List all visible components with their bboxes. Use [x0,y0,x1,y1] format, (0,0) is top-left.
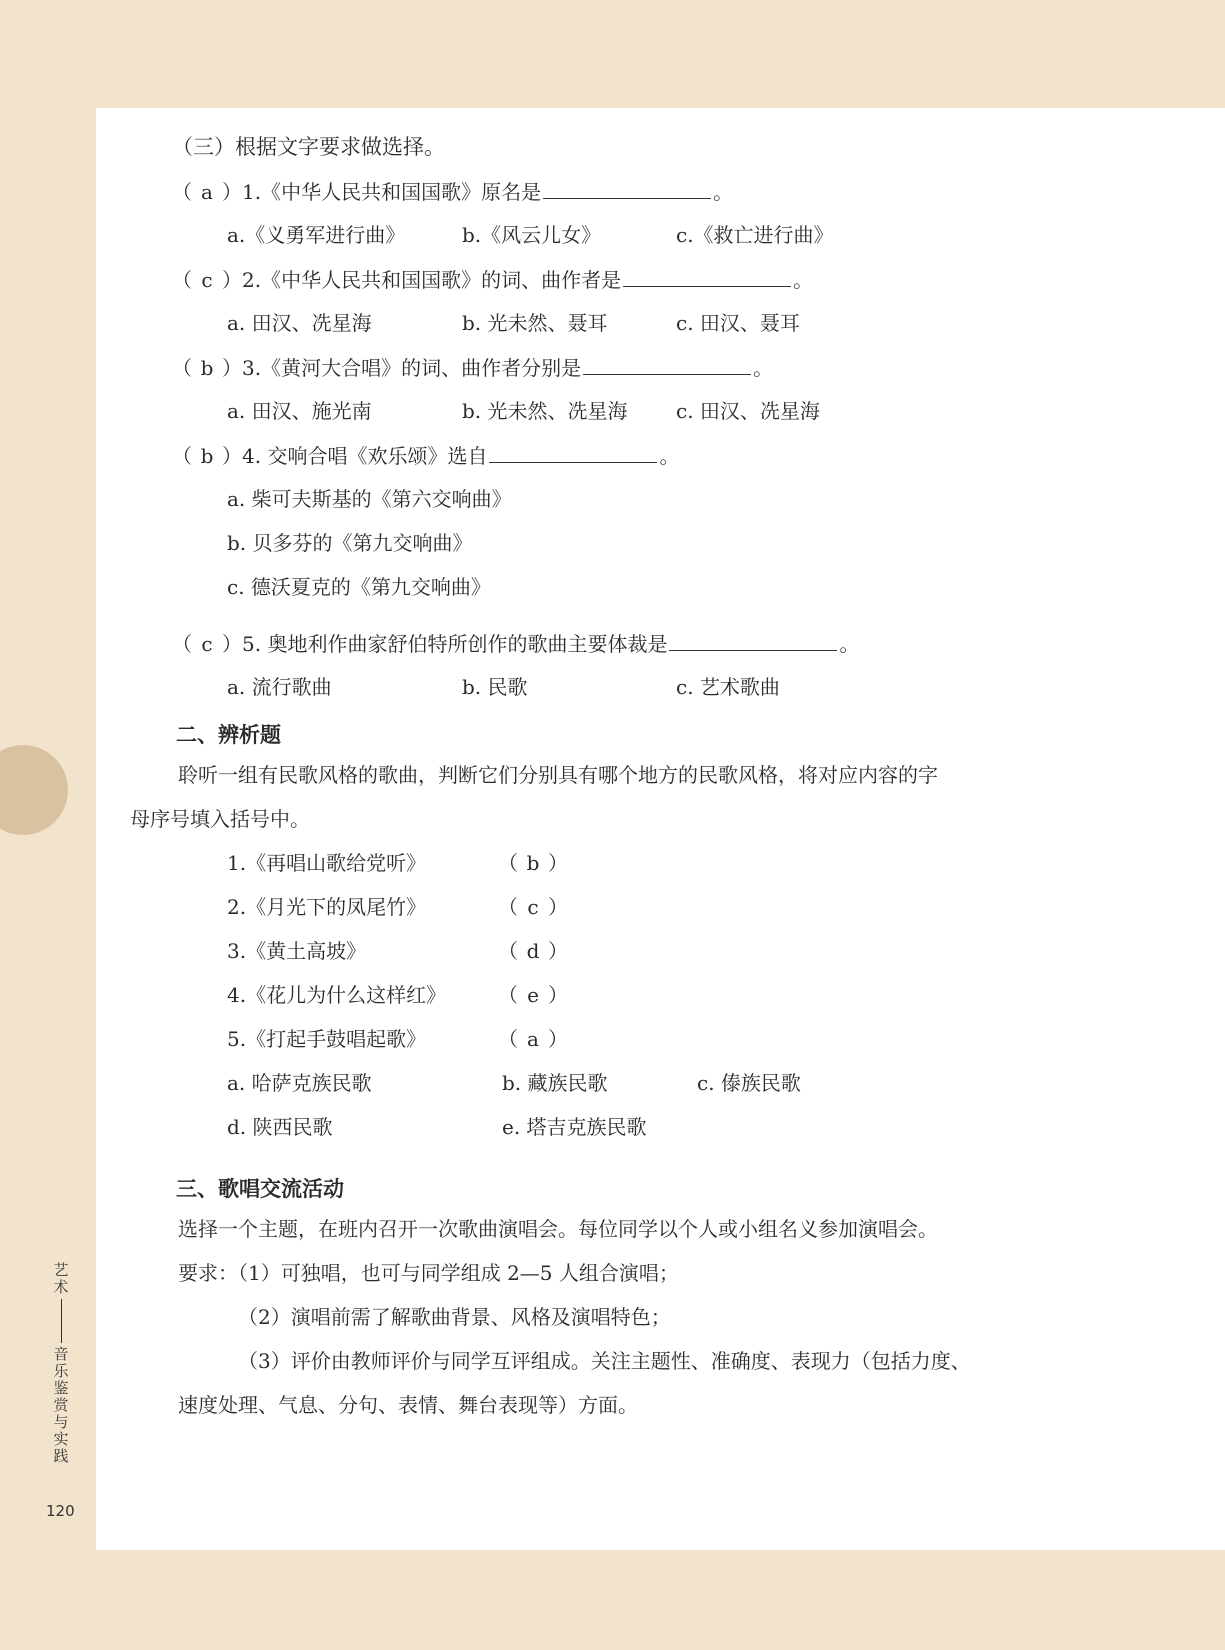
question-text: ）5. 奥地利作曲家舒伯特所创作的歌曲主要体裁是 [222,632,668,656]
question-5 [172,630,859,657]
section3-title: （三）根据文字要求做选择。 [172,135,445,159]
answer-blank[interactable] [669,630,837,651]
song-answer-1 [498,850,568,876]
question-2 [172,266,813,293]
book-title-part2: 音 乐 鉴 赏 与 实 践 [53,1345,69,1465]
open-paren: （ [498,1027,518,1051]
part3-line5: 速度处理、气息、分句、表情、舞台表现等）方面。 [178,1393,638,1417]
question-answer: a [201,180,213,204]
question-1 [172,178,733,205]
question-end: 。 [839,632,860,656]
song-answer-value: e [527,983,539,1007]
folk-choice-e: e. 塔吉克族民歌 [502,1115,647,1139]
question-5-option-b: b. 民歌 [462,675,528,699]
question-end: 。 [713,180,734,204]
question-5-option-a: a. 流行歌曲 [227,675,332,699]
song-answer-3 [498,938,568,964]
part3-line2: 要求：（1）可独唱，也可与同学组成 2—5 人组合演唱； [178,1261,679,1285]
open-paren: （ [172,180,192,204]
close-paren: ） [548,851,568,875]
song-answer-value: d [526,939,540,963]
question-3-option-c: c. 田汉、冼星海 [676,399,820,423]
question-3-option-a: a. 田汉、施光南 [227,399,372,423]
part2-intro-line1: 聆听一组有民歌风格的歌曲，判断它们分别具有哪个地方的民歌风格，将对应内容的字 [178,763,938,787]
question-2-option-b: b. 光未然、聂耳 [462,311,608,335]
song-title-5: 5.《打起手鼓唱起歌》 [227,1027,427,1051]
part3-title: 三、歌唱交流活动 [176,1177,344,1201]
question-2-option-c: c. 田汉、聂耳 [676,311,800,335]
question-3-option-b: b. 光未然、冼星海 [462,399,628,423]
question-4 [172,442,679,469]
question-end: 。 [793,268,814,292]
answer-blank[interactable] [583,354,751,375]
page-number: 120 [46,1502,75,1520]
question-4-option-a: a. 柴可夫斯基的《第六交响曲》 [227,487,512,511]
part3-line1: 选择一个主题，在班内召开一次歌曲演唱会。每位同学以个人或小组名义参加演唱会。 [178,1217,938,1241]
open-paren: （ [498,895,518,919]
question-3 [172,354,773,381]
song-answer-4 [498,982,568,1008]
question-1-option-c: c.《救亡进行曲》 [676,223,834,247]
question-end: 。 [753,356,774,380]
part3-line4: （3）评价由教师评价与同学互评组成。关注主题性、准确度、表现力（包括力度、 [238,1349,971,1373]
question-text: ）3.《黄河大合唱》的词、曲作者分别是 [222,356,582,380]
answer-blank[interactable] [489,442,657,463]
song-title-1: 1.《再唱山歌给党听》 [227,851,427,875]
answer-blank[interactable] [623,266,791,287]
part2-title: 二、辨析题 [176,723,281,747]
open-paren: （ [172,444,192,468]
question-answer: c [201,632,213,656]
song-answer-2 [498,894,568,920]
question-text: ）1.《中华人民共和国国歌》原名是 [222,180,542,204]
question-answer: b [200,444,214,468]
song-answer-value: c [527,895,539,919]
folk-choice-a: a. 哈萨克族民歌 [227,1071,372,1095]
book-title-vertical [50,1262,72,1465]
question-4-option-c: c. 德沃夏克的《第九交响曲》 [227,575,491,599]
close-paren: ） [548,1027,568,1051]
open-paren: （ [172,632,192,656]
open-paren: （ [172,268,192,292]
song-answer-value: b [526,851,540,875]
question-1-option-b: b.《风云儿女》 [462,223,602,247]
open-paren: （ [498,851,518,875]
song-title-2: 2.《月光下的凤尾竹》 [227,895,427,919]
folk-choice-c: c. 傣族民歌 [697,1071,801,1095]
question-2-option-a: a. 田汉、冼星海 [227,311,372,335]
part3-line3: （2）演唱前需了解歌曲背景、风格及演唱特色； [238,1305,671,1329]
question-4-option-b: b. 贝多芬的《第九交响曲》 [227,531,473,555]
book-title-part1: 艺 术 [53,1261,69,1296]
question-text: ）4. 交响合唱《欢乐颂》选自 [222,444,488,468]
close-paren: ） [548,983,568,1007]
close-paren: ） [548,895,568,919]
folk-choice-d: d. 陕西民歌 [227,1115,333,1139]
song-answer-value: a [527,1027,539,1051]
part2-intro-line2: 母序号填入括号中。 [130,807,310,831]
song-answer-5 [498,1026,568,1052]
question-answer: b [200,356,214,380]
question-end: 。 [659,444,680,468]
open-paren: （ [172,356,192,380]
song-title-3: 3.《黄土高坡》 [227,939,367,963]
question-5-option-c: c. 艺术歌曲 [676,675,780,699]
open-paren: （ [498,983,518,1007]
question-answer: c [201,268,213,292]
folk-choice-b: b. 藏族民歌 [502,1071,608,1095]
question-text: ）2.《中华人民共和国国歌》的词、曲作者是 [222,268,622,292]
book-title-rule [61,1299,62,1343]
song-title-4: 4.《花儿为什么这样红》 [227,983,447,1007]
page-tab-decoration [0,745,68,835]
answer-blank[interactable] [543,178,711,199]
open-paren: （ [498,939,518,963]
question-1-option-a: a.《义勇军进行曲》 [227,223,406,247]
close-paren: ） [548,939,568,963]
